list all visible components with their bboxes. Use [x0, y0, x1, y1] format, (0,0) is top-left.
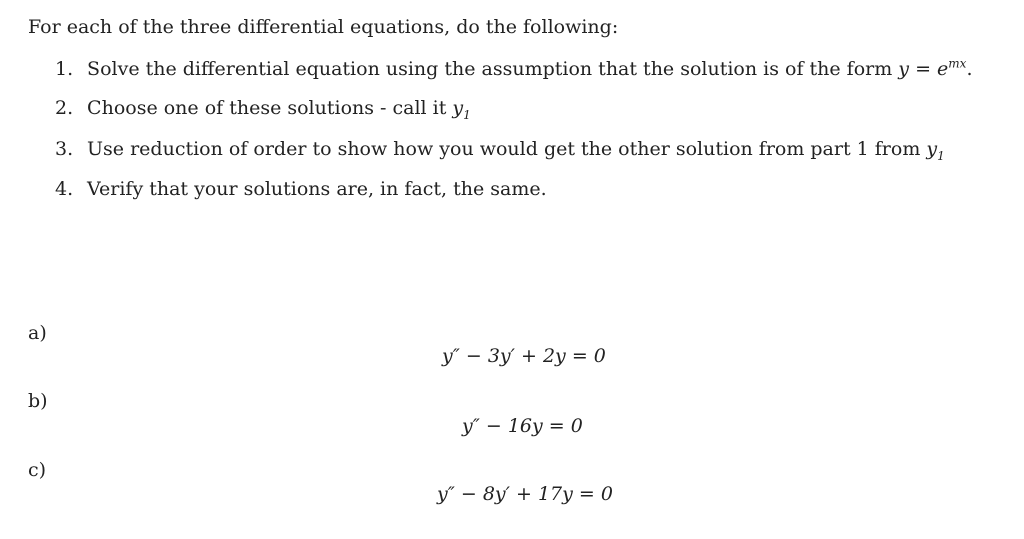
step-1	[55, 56, 972, 82]
instructions-intro: For each of the three differential equations, do the following:	[28, 16, 619, 38]
equation-c: y″ − 8y′ + 17y = 0	[437, 483, 613, 505]
math-base: y	[452, 97, 464, 119]
step-number: 2.	[55, 97, 74, 119]
equation-b: y″ − 16y = 0	[462, 415, 583, 437]
part-label-a: a)	[28, 322, 47, 344]
step-number: 1.	[55, 58, 74, 80]
math-subscript: 1	[463, 107, 471, 122]
step-number: 4.	[55, 178, 74, 200]
math-subscript: 1	[937, 148, 945, 163]
step-math	[452, 97, 471, 122]
step-text: Choose one of these solutions - call it	[87, 97, 447, 119]
step-2	[55, 95, 471, 121]
step-4	[55, 176, 547, 202]
step-text: Solve the differential equation using the assumption that the solution is of the form	[87, 58, 893, 80]
equation-a: y″ − 3y′ + 2y = 0	[442, 345, 606, 367]
math-base: y = e	[898, 58, 949, 80]
part-label-b: b)	[28, 390, 48, 412]
math-base: y	[926, 138, 938, 160]
part-label-c: c)	[28, 459, 47, 481]
step-tail: .	[966, 58, 973, 80]
math-exponent: mx	[948, 56, 967, 71]
step-text: Use reduction of order to show how you would get the other solution from part 1 from	[87, 138, 921, 160]
step-3	[55, 136, 945, 162]
step-math	[898, 58, 966, 80]
step-math	[926, 138, 945, 163]
step-number: 3.	[55, 138, 74, 160]
step-text: Verify that your solutions are, in fact, the same.	[87, 178, 547, 200]
